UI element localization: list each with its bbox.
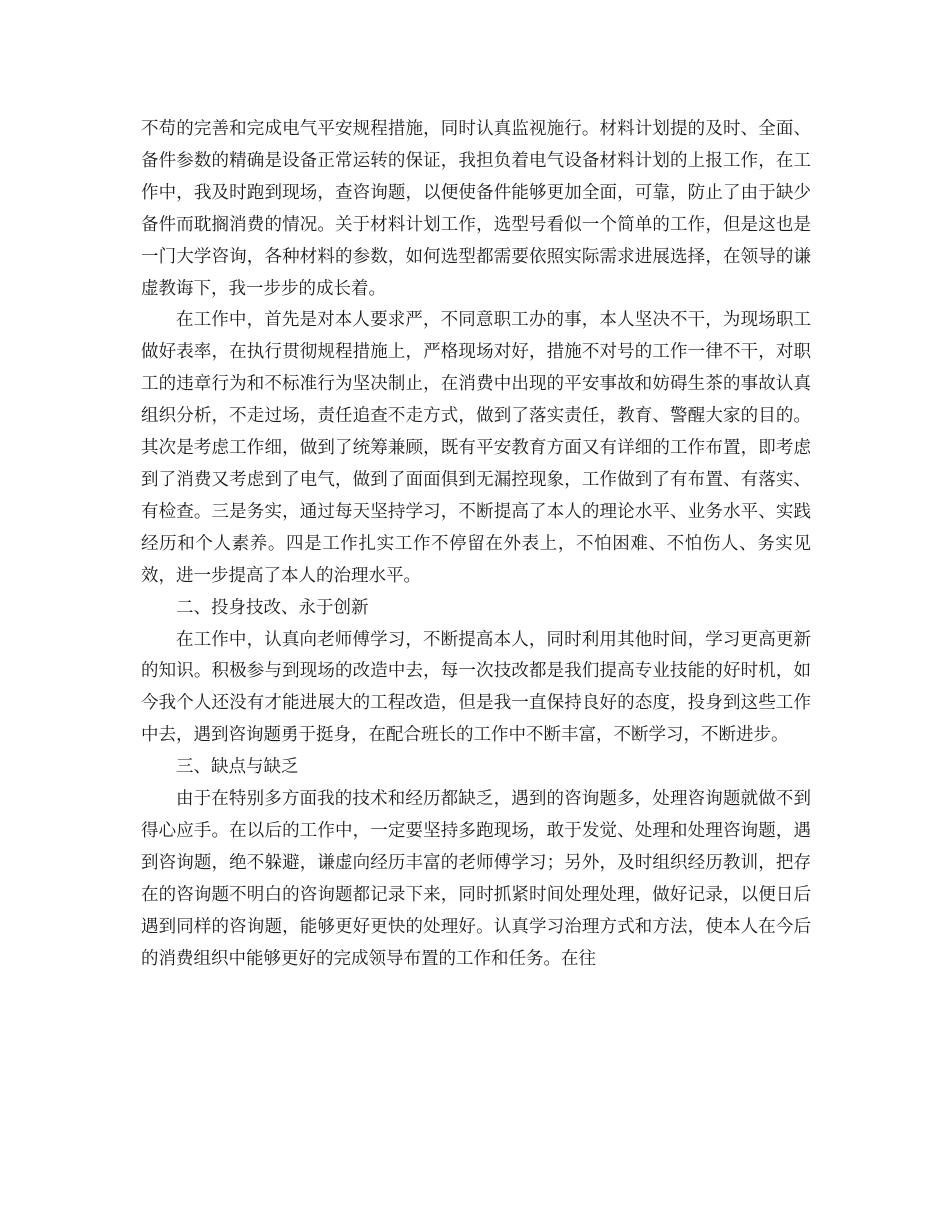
body-paragraph: 不苟的完善和完成电气平安规程措施，同时认真监视施行。材料计划提的及时、全面、备件参数的精确是设备正常运转的保证，我担负着电气设备材料计划的上报工作，在工作中，我及时跑到现场，查咨询题，以便使备件能够更加全面，可靠，防止了由于缺少备件而耽搁消费的情况。关于材料计划工作，选型号看似一个简单的工作，但是这也是一门大学咨询，各种材料的参数，如何选型都需要依照实际需求进展选择，在领导的谦虚教诲下，我一步步的成长着。: [141, 119, 811, 299]
document-body: [141, 114, 811, 975]
body-paragraph: 在工作中，认真向老师傅学习，不断提高本人，同时利用其他时间，学习更高更新的知识。积极参与到现场的改造中去，每一次技改都是我们提高专业技能的好时机，如今我个人还没有才能进展大的工程改造，但是我一直保持良好的态度，投身到这些工作中去，遇到咨询题勇于挺身，在配合班长的工作中不断丰富，不断学习，不断进步。: [141, 629, 811, 746]
section-heading: 三、缺点与缺乏: [176, 757, 299, 778]
body-paragraph: 由于在特别多方面我的技术和经历都缺乏，遇到的咨询题多，处理咨询题就做不到得心应手。在以后的工作中，一定要坚持多跑现场，敢于发觉、处理和处理咨询题，遇到咨询题，绝不躲避，谦虚向经历丰富的老师傅学习；另外，及时组织经历教训，把存在的咨询题不明白的咨询题都记录下来，同时抓紧时间处理处理，做好记录，以便日后遇到同样的咨询题，能够更好更快的处理好。认真学习治理方式和方法，使本人在今后的消费组织中能够更好的完成领导布置的工作和任务。在往: [141, 789, 811, 969]
body-paragraph: 在工作中，首先是对本人要求严，不同意职工办的事，本人坚决不干，为现场职工做好表率，在执行贯彻规程措施上，严格现场对好，措施不对号的工作一律不干，对职工的违章行为和不标准行为坚决制止，在消费中出现的平安事故和妨碍生茶的事故认真组织分析，不走过场，责任追查不走方式，做到了落实责任，教育、警醒大家的目的。其次是考虑工作细，做到了统筹兼顾，既有平安教育方面又有详细的工作布置，即考虑到了消费又考虑到了电气，做到了面面俱到无漏控现象，工作做到了有布置、有落实、有检查。三是务实，通过每天坚持学习，不断提高了本人的理论水平、业务水平、实践经历和个人素养。四是工作扎实工作不停留在外表上，不怕困难、不怕伤人、务实见效，进一步提高了本人的治理水平。: [141, 310, 811, 586]
section-heading: 二、投身技改、永于创新: [176, 597, 369, 618]
